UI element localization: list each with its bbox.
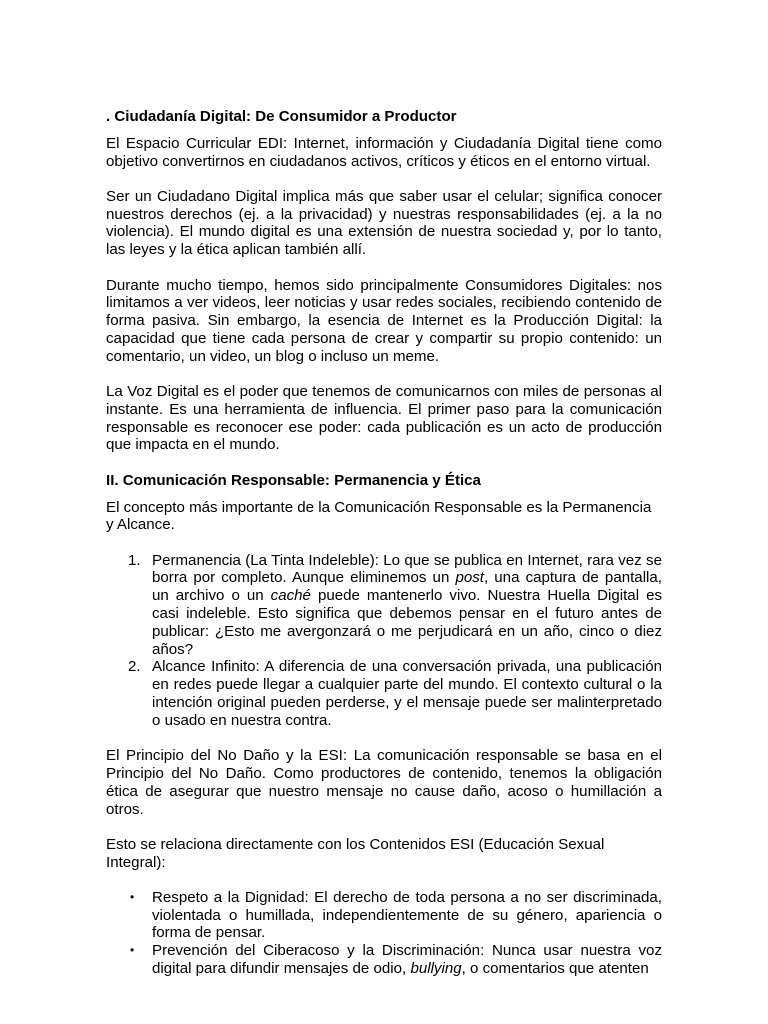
paragraph-ciudadano-digital: Ser un Ciudadano Digital implica más que saber usar el celular; significa conocer nuestros derechos (ej. a la privacidad) y nuestras responsabilidades (ej. a la no violencia). El mundo digital es una extensión de nuestra sociedad y, por lo tanto, las leyes y la ética aplican también allí. (106, 187, 662, 259)
list-item-ciberacoso (106, 942, 662, 978)
list-item-text: Prevención del Ciberacoso y la Discriminación: Nunca usar nuestra voz digital para difundir mensajes de odio, bullying, o comentarios que atenten (152, 942, 662, 978)
bullet-icon: • (130, 889, 135, 904)
paragraph-esi: Esto se relaciona directamente con los Contenidos ESI (Educación Sexual Integral): (106, 835, 605, 871)
paragraph-edi: El Espacio Curricular EDI: Internet, información y Ciudadanía Digital tiene como objetivo convertirnos en ciudadanos activos, críticos y éticos en el entorno virtual. (106, 134, 662, 170)
paragraph-consumidores: Durante mucho tiempo, hemos sido principalmente Consumidores Digitales: nos limitamos a ver videos, leer noticias y usar redes sociales, recibiendo contenido de forma pasiva. Sin embargo, la esencia de Internet es la Producción Digital: la capacidad que tiene cada persona de crear y compartir su propio contenido: un comentario, un video, un blog o incluso un meme. (106, 276, 662, 365)
list-item-alcance (106, 658, 662, 729)
list-item-dignidad (106, 889, 662, 942)
numbered-list (106, 552, 662, 730)
list-item-text: Alcance Infinito: A diferencia de una conversación privada, una publicación en redes puede llegar a cualquier parte del mundo. El contexto cultural o la intención original pueden perderse, y el mensaje puede ser malinterpretado o usado en nuestra contra. (152, 658, 662, 729)
section-heading-ciudadania: . Ciudadanía Digital: De Consumidor a Productor (106, 108, 457, 125)
paragraph-permanencia-intro: El concepto más importante de la Comunicación Responsable es la Permanencia y Alcance. (106, 498, 652, 534)
bullet-icon: • (130, 943, 135, 958)
list-item-text: Permanencia (La Tinta Indeleble): Lo que se publica en Internet, rara vez se borra por completo. Aunque eliminemos un post, una captura de pantalla, un archivo o un caché puede mantenerlo vivo. Nuestra Huella Digital es casi indeleble. Esto significa que debemos pensar en el futuro antes de publicar: ¿Esto me avergonzará o me perjudicará en un año, cinco o diez años? (152, 551, 663, 658)
list-number: 1. (128, 551, 141, 569)
bullet-list (106, 889, 662, 978)
list-number: 2. (128, 658, 141, 676)
paragraph-voz-digital: La Voz Digital es el poder que tenemos de comunicarnos con miles de personas al instante. Es una herramienta de influencia. El primer paso para la comunicación responsable es reconocer ese poder: cada publicación es un acto de producción que impacta en el mundo. (106, 383, 662, 454)
paragraph-no-dano: El Principio del No Daño y la ESI: La comunicación responsable se basa en el Principio del No Daño. Como productores de contenido, tenemos la obligación ética de asegurar que nuestro mensaje no cause daño, acoso o humillación a otros. (106, 747, 662, 818)
section-heading-comunicacion: II. Comunicación Responsable: Permanencia y Ética (106, 471, 481, 489)
list-item-text: Respeto a la Dignidad: El derecho de toda persona a no ser discriminada, violentada o humillada, independientemente de su género, apariencia o forma de pensar. (152, 888, 662, 942)
list-item-permanencia (106, 552, 662, 659)
document-page (106, 108, 662, 995)
